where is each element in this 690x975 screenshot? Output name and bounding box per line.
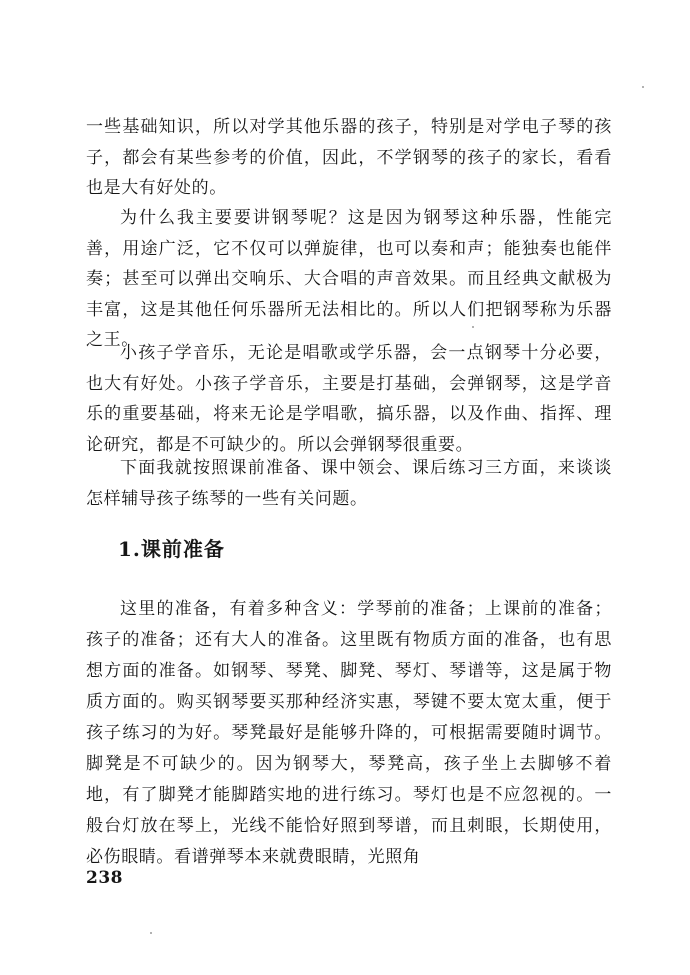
paragraph-why-piano: 为什么我主要要讲钢琴呢？这是因为钢琴这种乐器，性能完善，用途广泛，它不仅可以弹旋律，也可以奏和声；能独奏也能伴奏；甚至可以弹出交响乐、大合唱的声音效果。而且经典文献极为丰富，这是其他任何乐器所无法相比的。所以人们把钢琴称为乐器之王。: [86, 208, 612, 350]
page-number: 238: [86, 868, 123, 888]
scan-speck: [642, 86, 644, 88]
section-heading: 1.课前准备: [118, 537, 225, 561]
paragraph-preparation: 这里的准备，有着多种含义：学琴前的准备；上课前的准备；孩子的准备；还有大人的准备。这里既有物质方面的准备，也有思想方面的准备。如钢琴、琴凳、脚凳、琴灯、琴谱等，这是属于物质方面的。购买钢琴要买那种经济实惠，琴键不要太宽太重，便于孩子练习的为好。琴凳最好是能够升降的，可根据需要随时调节。脚凳是不可缺少的。因为钢琴大，琴凳高，孩子坐上去脚够不着地，有了脚凳才能脚踏实地的进行练习。琴灯也是不应忽视的。一般台灯放在琴上，光线不能恰好照到琴谱，而且刺眼，长期使用，必伤眼睛。看谱弹琴本来就费眼睛，光照角: [86, 599, 612, 867]
paragraph-overview: 下面我就按照课前准备、课中领会、课后练习三方面，来谈谈怎样辅导孩子练琴的一些有关问题。: [86, 458, 612, 509]
paragraph-children-learning: 小孩子学音乐，无论是唱歌或学乐器，会一点钢琴十分必要，也大有好处。小孩子学音乐，主要是打基础，会弹钢琴，这是学音乐的重要基础，将来无论是学唱歌，搞乐器，以及作曲、指挥、理论研究，都是不可缺少的。所以会弹钢琴很重要。: [86, 343, 612, 455]
scan-speck: [150, 932, 152, 934]
scan-speck: [472, 326, 474, 328]
paragraph-continuation: 一些基础知识，所以对学其他乐器的孩子，特别是对学电子琴的孩子，都会有某些参考的价值，因此，不学钢琴的孩子的家长，看看也是大有好处的。: [86, 117, 612, 198]
